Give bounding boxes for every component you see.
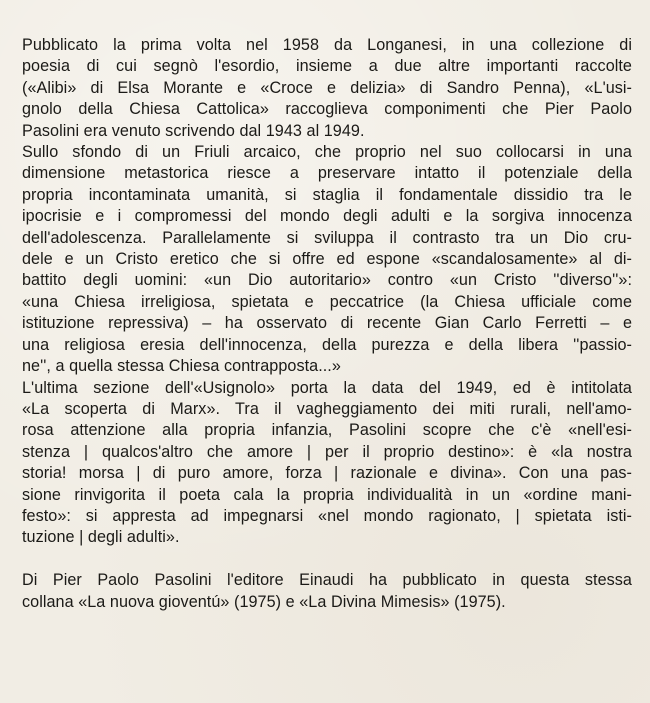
text-line: dele e un Cristo eretico che si offre ed espone «scandalosamente» al di- — [22, 250, 632, 269]
paragraph-publisher-note — [22, 570, 632, 613]
text-line: Di Pier Paolo Pasolini l'editore Einaudi ha pubblicato in questa stessa — [22, 571, 632, 590]
text-line: «La scoperta di Marx». Tra il vagheggiamento dei miti rurali, nell'amo- — [22, 399, 632, 418]
text-line: collana «La nuova gioventú» (1975) e «La Divina Mimesis» (1975). — [22, 592, 506, 611]
blurb-text — [22, 35, 632, 613]
text-line: tuzione | degli adulti». — [22, 528, 180, 547]
text-line: Sullo sfondo di un Friuli arcaico, che proprio nel suo collocarsi in una — [22, 143, 632, 162]
text-line: ne'', a quella stessa Chiesa contrapposta...» — [22, 357, 341, 376]
text-line: («Alibi» di Elsa Morante e «Croce e delizia» di Sandro Penna), «L'usi- — [22, 78, 632, 97]
text-line: sione rinvigorita il poeta cala la propria individualità in un «ordine mani- — [22, 485, 632, 504]
text-line: festo»: si appresta ad impegnarsi «nel mondo ragionato, | spietata isti- — [22, 506, 632, 525]
text-line: dimensione metastorica riesce a preservare intatto il potenziale della — [22, 164, 632, 183]
text-line: poesia di cui segnò l'esordio, insieme a due altre importanti raccolte — [22, 57, 632, 76]
text-line: gnolo della Chiesa Cattolica» raccoglieva componimenti che Pier Paolo — [22, 100, 632, 119]
paragraph-publication-history — [22, 35, 632, 142]
paragraph-last-section — [22, 378, 632, 549]
paragraph-gap — [22, 549, 632, 570]
text-line: propria incontaminata umanità, si staglia il fondamentale dissidio tra le — [22, 185, 632, 204]
text-line: storia! morsa | di puro amore, forza | razionale e divina». Con una pas- — [22, 464, 632, 483]
text-line: «una Chiesa irreligiosa, spietata e peccatrice (la Chiesa ufficiale come — [22, 292, 632, 311]
text-line: una religiosa eresia dell'innocenza, della purezza e della libera ''passio- — [22, 335, 632, 354]
text-line: Pubblicato la prima volta nel 1958 da Longanesi, in una collezione di — [22, 36, 632, 54]
paragraph-themes — [22, 142, 632, 377]
text-line: rosa attenzione alla propria infanzia, Pasolini scopre che c'è «nell'esi- — [22, 421, 632, 440]
text-line: Pasolini era venuto scrivendo dal 1943 al 1949. — [22, 121, 365, 140]
text-line: dell'adolescenza. Parallelamente si sviluppa il contrasto tra un Dio cru- — [22, 228, 632, 247]
text-line: battito degli uomini: «un Dio autoritario» contro «un Cristo ''diverso''»: — [22, 271, 632, 290]
text-line: L'ultima sezione dell'«Usignolo» porta la data del 1949, ed è intitolata — [22, 378, 632, 397]
text-line: istituzione repressiva) – ha osservato di recente Gian Carlo Ferretti – e — [22, 314, 632, 333]
text-line: ipocrisie e i compromessi del mondo degli adulti e la sorgiva innocenza — [22, 207, 632, 226]
text-line: stenza | qualcos'altro che amore | per il proprio destino»: è «la nostra — [22, 442, 632, 461]
